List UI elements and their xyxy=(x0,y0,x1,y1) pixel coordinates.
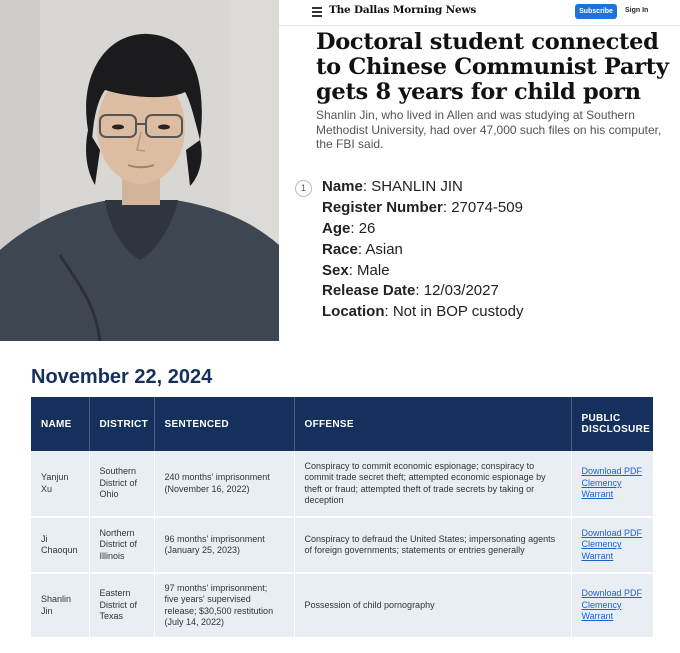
cell-public-disclosure xyxy=(571,517,653,573)
cell-name: Shanlin Jin xyxy=(31,573,89,638)
record-row-name: Name: SHANLIN JIN xyxy=(322,178,463,195)
record-row-location: Location: Not in BOP custody xyxy=(322,303,524,321)
cell-name: Ji Chaoqun xyxy=(31,517,89,573)
hamburger-menu-icon[interactable] xyxy=(312,7,322,16)
site-masthead[interactable]: The Dallas Morning News xyxy=(329,4,477,16)
column-header-sentenced: SENTENCED xyxy=(154,397,294,451)
article-panel xyxy=(279,0,680,341)
download-pdf-link[interactable]: Download PDF xyxy=(581,527,643,538)
article-headline: Doctoral student connected to Chinese Communist Party gets 8 years for child porn xyxy=(316,29,669,105)
record-row-release-date: Release Date: 12/03/2027 xyxy=(322,282,499,300)
column-header-public-disclosure: PUBLIC DISCLOSURE xyxy=(571,397,653,451)
mugshot-photo xyxy=(0,0,279,341)
cell-public-disclosure xyxy=(571,451,653,517)
cell-sentenced: 96 months' imprisonment (January 25, 2023) xyxy=(154,517,294,573)
sentencing-table xyxy=(31,397,653,639)
inmate-record xyxy=(322,177,523,323)
record-row-age: Age: 26 xyxy=(322,219,376,237)
article-dek: Shanlin Jin, who lived in Allen and was studying at Southern Methodist University, had over 47,000 such files on his computer, the FBI said. xyxy=(316,108,662,151)
sign-in-link[interactable]: Sign In xyxy=(625,7,649,14)
cell-district: Northern District of Illinois xyxy=(89,517,154,573)
cell-offense: Conspiracy to defraud the United States; impersonating agents of foreign governments; statements or entries generally xyxy=(294,517,571,573)
table-row xyxy=(31,451,653,517)
cell-offense: Conspiracy to commit economic espionage; conspiracy to commit trade secret theft; attempted economic espionage by theft or fraud; attempted theft of trade secrets by taking or deception xyxy=(294,451,571,517)
site-header xyxy=(279,0,680,26)
record-row-race: Race: Asian xyxy=(322,240,403,258)
clemency-warrant-link[interactable]: Clemency Warrant xyxy=(581,599,622,622)
column-header-offense: OFFENSE xyxy=(294,397,571,451)
record-row-sex: Sex: Male xyxy=(322,261,390,279)
cell-sentenced: 97 months' imprisonment; five years' supervised release; $30,500 restitution (July 14, 2022) xyxy=(154,573,294,638)
cell-district: Eastern District of Texas xyxy=(89,573,154,638)
table-row xyxy=(31,517,653,573)
table-row xyxy=(31,573,653,638)
record-index-badge: 1 xyxy=(295,180,312,197)
cell-public-disclosure xyxy=(571,573,653,638)
clemency-warrant-link[interactable]: Clemency Warrant xyxy=(581,477,622,500)
table-header-row xyxy=(31,397,653,451)
record-row-register-number: Register Number: 27074-509 xyxy=(322,198,523,216)
clemency-warrant-link[interactable]: Clemency Warrant xyxy=(581,539,622,561)
download-pdf-link[interactable]: Download PDF xyxy=(581,466,643,477)
column-header-district: DISTRICT xyxy=(89,397,154,451)
cell-name: Yanjun Xu xyxy=(31,451,89,517)
download-pdf-link[interactable]: Download PDF xyxy=(581,588,643,599)
cell-sentenced: 240 months' imprisonment (November 16, 2022) xyxy=(154,451,294,517)
subscribe-button[interactable]: Subscribe xyxy=(575,4,617,19)
column-header-name: NAME xyxy=(31,397,89,451)
cell-district: Southern District of Ohio xyxy=(89,451,154,517)
date-heading: November 22, 2024 xyxy=(31,366,213,388)
cell-offense: Possession of child pornography xyxy=(294,573,571,638)
